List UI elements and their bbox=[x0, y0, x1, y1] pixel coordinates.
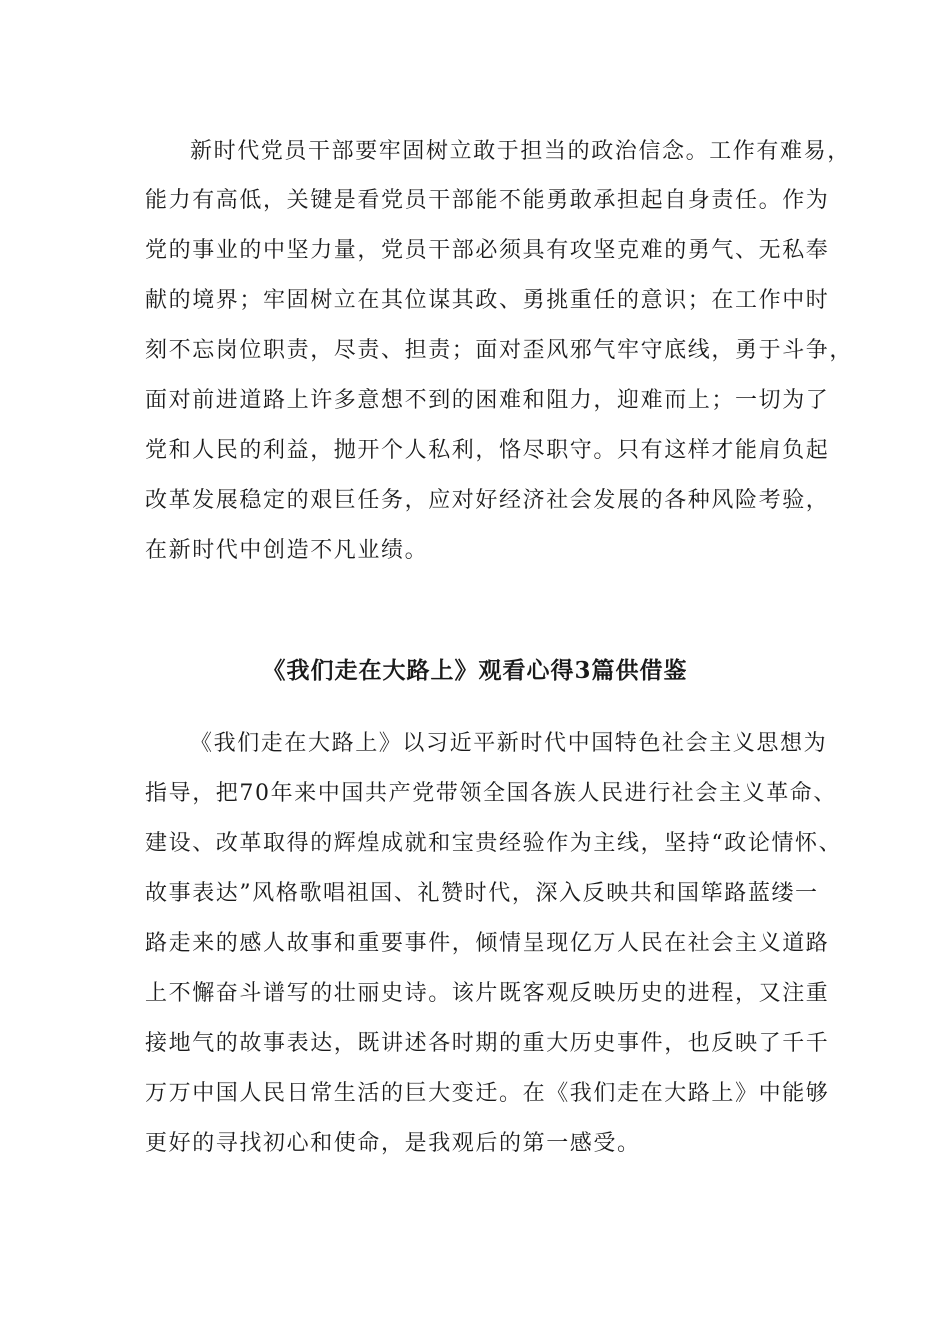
paragraph-1-line: 新时代党员干部要牢固树立敢于担当的政治信念。工作有难易， bbox=[190, 139, 851, 164]
paragraph-1-line: 刻不忘岗位职责，尽责、担责；面对歪风邪气牢守底线，勇于斗争， bbox=[145, 338, 854, 363]
paragraph-2-line: 接地气的故事表达，既讲述各时期的重大历史事件，也反映了千千 bbox=[145, 1031, 830, 1056]
paragraph-1-line: 能力有高低，关键是看党员干部能不能勇敢承担起自身责任。作为 bbox=[145, 188, 830, 213]
paragraph-1-line: 献的境界；牢固树立在其位谋其政、勇挑重任的意识；在工作中时 bbox=[145, 288, 830, 313]
section-heading: 《我们走在大路上》观看心得3篇供借鉴 bbox=[262, 657, 688, 684]
paragraph-2-line: 故事表达”风格歌唱祖国、礼赞时代，深入反映共和国筚路蓝缕一 bbox=[145, 881, 819, 906]
paragraph-1-line: 在新时代中创造不凡业绩。 bbox=[145, 538, 429, 563]
paragraph-1-line: 党的事业的中坚力量，党员干部必须具有攻坚克难的勇气、无私奉 bbox=[145, 238, 830, 263]
paragraph-1-line: 面对前进道路上许多意想不到的困难和阻力，迎难而上；一切为了 bbox=[145, 388, 830, 413]
paragraph-2-line: 上不懈奋斗谱写的壮丽史诗。该片既客观反映历史的进程，又注重 bbox=[145, 981, 830, 1006]
paragraph-1-line: 改革发展稳定的艰巨任务，应对好经济社会发展的各种风险考验， bbox=[145, 488, 830, 513]
paragraph-2-line: 更好的寻找初心和使命，是我观后的第一感受。 bbox=[145, 1131, 641, 1156]
paragraph-2-line: 建设、改革取得的辉煌成就和宝贵经验作为主线，坚持“政论情怀、 bbox=[145, 831, 843, 856]
paragraph-2-line: 万万中国人民日常生活的巨大变迁。在《我们走在大路上》中能够 bbox=[145, 1081, 830, 1106]
paragraph-2-line: 《我们走在大路上》以习近平新时代中国特色社会主义思想为 bbox=[190, 731, 828, 756]
paragraph-1-line: 党和人民的利益，抛开个人私利，恪尽职守。只有这样才能肩负起 bbox=[145, 438, 830, 463]
paragraph-2-line: 指导，把70年来中国共产党带领全国各族人民进行社会主义革命、 bbox=[145, 781, 837, 806]
paragraph-2-line: 路走来的感人故事和重要事件，倾情呈现亿万人民在社会主义道路 bbox=[145, 931, 830, 956]
